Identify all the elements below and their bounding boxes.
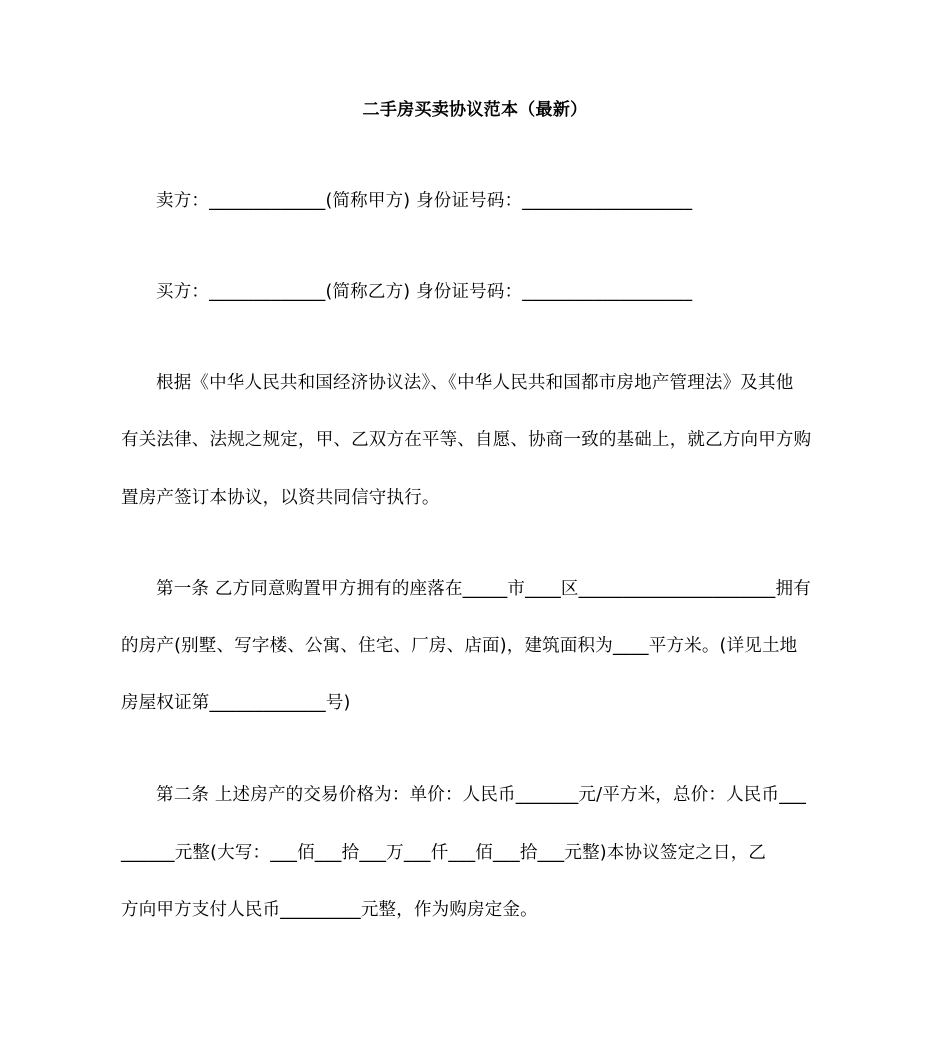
buyer-line: 买方：_____________(简称乙方) 身份证号码：___________________ bbox=[156, 282, 693, 302]
article-2-line-2: ______元整(大写：___佰___拾___万___仟___佰___拾___元整)本协议签定之日，乙 bbox=[121, 843, 767, 863]
preamble-line-1: 根据《中华人民共和国经济协议法》、《中华人民共和国都市房地产管理法》及其他 bbox=[156, 373, 794, 393]
article-1-line-1: 第一条 乙方同意购置甲方拥有的座落在_____市____区______________________拥有 bbox=[156, 579, 811, 599]
seller-line: 卖方：_____________(简称甲方) 身份证号码：___________________ bbox=[156, 191, 693, 211]
article-2-line-1: 第二条 上述房产的交易价格为：单价：人民币_______元/平方米，总价：人民币___ bbox=[156, 785, 807, 805]
article-1-line-2: 的房产(别墅、写字楼、公寓、住宅、厂房、店面)，建筑面积为____平方米。(详见土地 bbox=[121, 636, 798, 656]
document-title: 二手房买卖协议范本（最新） bbox=[362, 100, 588, 120]
preamble-line-2: 有关法律、法规之规定，甲、乙双方在平等、自愿、协商一致的基础上，就乙方向甲方购 bbox=[121, 430, 812, 450]
preamble-line-3: 置房产签订本协议，以资共同信守执行。 bbox=[121, 488, 440, 508]
article-2-line-3: 方向甲方支付人民币_________元整，作为购房定金。 bbox=[121, 900, 538, 920]
article-1-line-3: 房屋权证第_____________号) bbox=[121, 693, 351, 713]
